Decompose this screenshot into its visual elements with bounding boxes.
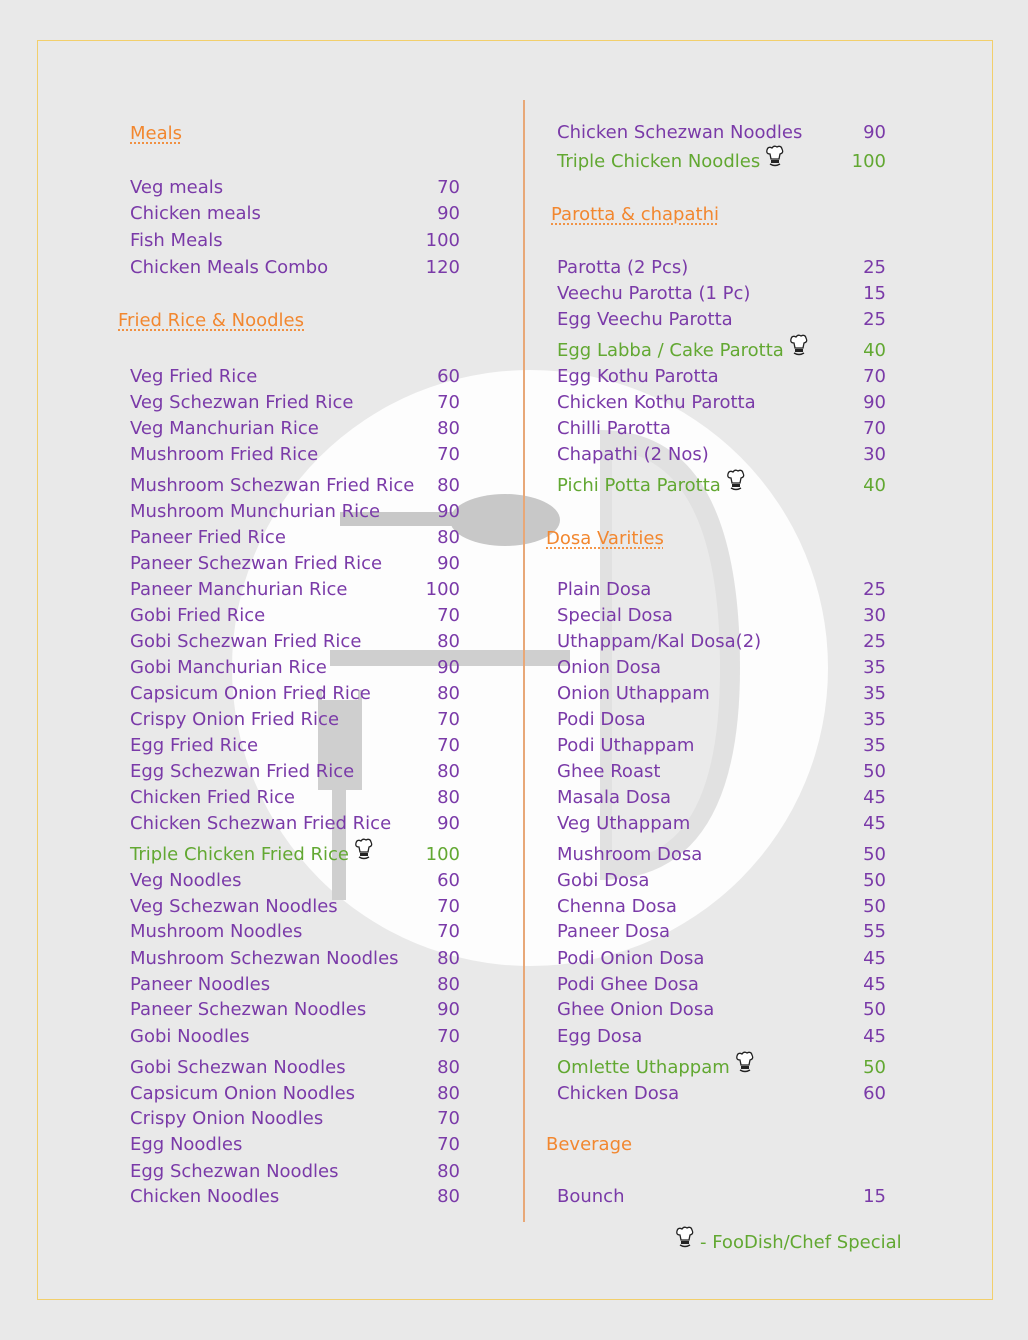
menu-item-price: 70 bbox=[863, 418, 886, 439]
menu-item-price: 80 bbox=[437, 1057, 460, 1078]
menu-item-label: Egg Veechu Parotta bbox=[557, 309, 733, 330]
menu-item-label: Podi Uthappam bbox=[557, 735, 695, 756]
chef-hat-icon bbox=[355, 838, 373, 860]
menu-item-name bbox=[130, 257, 328, 278]
menu-item-label: Special Dosa bbox=[557, 605, 673, 626]
section-heading: Meals bbox=[130, 123, 183, 144]
menu-item-label: Gobi Dosa bbox=[557, 870, 650, 891]
menu-item-name bbox=[557, 870, 649, 891]
menu-item-price: 80 bbox=[437, 1161, 460, 1182]
menu-item-price: 100 bbox=[425, 844, 460, 865]
menu-item-price: 25 bbox=[863, 257, 886, 278]
menu-item-name bbox=[130, 605, 265, 626]
menu-item-name bbox=[130, 787, 295, 808]
menu-item-price: 90 bbox=[437, 813, 460, 834]
menu-item-price: 100 bbox=[851, 151, 886, 172]
menu-item-label: Crispy Onion Fried Rice bbox=[130, 709, 340, 730]
menu-item-label: Paneer Dosa bbox=[557, 921, 671, 942]
menu-item-label: Paneer Manchurian Rice bbox=[130, 579, 348, 600]
menu-item-label: Bounch bbox=[557, 1186, 625, 1207]
menu-item-price: 70 bbox=[437, 605, 460, 626]
menu-item-label: Gobi Noodles bbox=[130, 1026, 250, 1047]
menu-item-label: Egg Kothu Parotta bbox=[557, 366, 719, 387]
menu-item-label: Chicken Noodles bbox=[130, 1186, 280, 1207]
menu-item-name bbox=[130, 579, 347, 600]
menu-item-name bbox=[557, 418, 671, 439]
menu-item-label: Mushroom Munchurian Rice bbox=[130, 501, 381, 522]
menu-item-price: 90 bbox=[437, 553, 460, 574]
menu-item-price: 80 bbox=[437, 683, 460, 704]
menu-item-label: Mushroom Schezwan Fried Rice bbox=[130, 475, 415, 496]
menu-item-name bbox=[557, 1186, 624, 1207]
legend-text: - FooDish/Chef Special bbox=[700, 1232, 902, 1253]
menu-item-price: 70 bbox=[437, 921, 460, 942]
menu-item-price: 45 bbox=[863, 1026, 886, 1047]
menu-item-name bbox=[557, 921, 670, 942]
menu-item-label: Capsicum Onion Noodles bbox=[130, 1083, 356, 1104]
menu-item-price: 60 bbox=[863, 1083, 886, 1104]
menu-item-name bbox=[130, 1026, 249, 1047]
menu-item-name bbox=[130, 948, 399, 969]
menu-item-price: 80 bbox=[437, 527, 460, 548]
menu-item-label: Podi Ghee Dosa bbox=[557, 974, 699, 995]
menu-item-label: Chapathi (2 Nos) bbox=[557, 444, 709, 465]
menu-item-price: 80 bbox=[437, 761, 460, 782]
section-heading: Parotta & chapathi bbox=[551, 204, 719, 225]
menu-item-price: 15 bbox=[863, 1186, 886, 1207]
menu-item-label: Ghee Roast bbox=[557, 761, 661, 782]
menu-item-label: Veg Fried Rice bbox=[130, 366, 258, 387]
menu-item-name bbox=[557, 605, 673, 626]
menu-item-price: 50 bbox=[863, 1057, 886, 1078]
menu-item-label: Egg Fried Rice bbox=[130, 735, 259, 756]
menu-item-price: 80 bbox=[437, 974, 460, 995]
menu-item-price: 70 bbox=[437, 709, 460, 730]
menu-item-price: 45 bbox=[863, 948, 886, 969]
menu-item-name bbox=[557, 151, 784, 172]
menu-item-price: 80 bbox=[437, 1083, 460, 1104]
menu-item-label: Podi Dosa bbox=[557, 709, 646, 730]
menu-item-name bbox=[130, 392, 353, 413]
menu-item-label: Paneer Schezwan Fried Rice bbox=[130, 553, 383, 574]
menu-item-label: Uthappam/Kal Dosa(2) bbox=[557, 631, 762, 652]
menu-item-price: 45 bbox=[863, 813, 886, 834]
menu-item-name bbox=[130, 870, 242, 891]
menu-item-price: 60 bbox=[437, 870, 460, 891]
menu-item-name bbox=[557, 340, 808, 361]
chef-special-legend bbox=[676, 1232, 902, 1253]
menu-item-name bbox=[130, 631, 361, 652]
menu-item-price: 90 bbox=[437, 501, 460, 522]
menu-item-name bbox=[130, 1134, 242, 1155]
menu-item-label: Parotta (2 Pcs) bbox=[557, 257, 689, 278]
menu-item-name bbox=[130, 813, 391, 834]
menu-item-name bbox=[557, 475, 745, 496]
menu-item-name bbox=[130, 683, 371, 704]
menu-item-price: 80 bbox=[437, 787, 460, 808]
menu-item-price: 70 bbox=[437, 444, 460, 465]
menu-item-name bbox=[557, 683, 710, 704]
menu-item-name bbox=[557, 1057, 754, 1078]
menu-item-price: 80 bbox=[437, 948, 460, 969]
menu-item-name bbox=[130, 366, 257, 387]
menu-item-label: Gobi Fried Rice bbox=[130, 605, 266, 626]
menu-item-price: 35 bbox=[863, 657, 886, 678]
menu-item-price: 90 bbox=[437, 999, 460, 1020]
menu-item-label: Gobi Schezwan Fried Rice bbox=[130, 631, 362, 652]
menu-item-price: 70 bbox=[863, 366, 886, 387]
menu-item-label: Onion Dosa bbox=[557, 657, 662, 678]
menu-item-name bbox=[130, 844, 373, 865]
menu-item-label: Veg Noodles bbox=[130, 870, 242, 891]
menu-item-label: Egg Labba / Cake Parotta bbox=[557, 340, 784, 361]
menu-item-name bbox=[557, 735, 694, 756]
menu-item-label: Chicken Schezwan Fried Rice bbox=[130, 813, 392, 834]
menu-item-label: Chicken Dosa bbox=[557, 1083, 680, 1104]
menu-item-label: Gobi Manchurian Rice bbox=[130, 657, 327, 678]
menu-item-label: Paneer Fried Rice bbox=[130, 527, 286, 548]
menu-item-label: Chicken meals bbox=[130, 203, 261, 224]
menu-item-label: Veechu Parotta (1 Pc) bbox=[557, 283, 751, 304]
menu-item-label: Chicken Kothu Parotta bbox=[557, 392, 756, 413]
menu-item-name bbox=[557, 974, 699, 995]
menu-item-label: Fish Meals bbox=[130, 230, 223, 251]
menu-item-name bbox=[130, 761, 354, 782]
menu-item-price: 70 bbox=[437, 896, 460, 917]
menu-item-price: 70 bbox=[437, 392, 460, 413]
menu-item-price: 70 bbox=[437, 1134, 460, 1155]
menu-item-name bbox=[557, 999, 714, 1020]
menu-item-price: 50 bbox=[863, 844, 886, 865]
menu-item-name bbox=[557, 579, 651, 600]
menu-item-label: Mushroom Fried Rice bbox=[130, 444, 319, 465]
menu-item-price: 25 bbox=[863, 631, 886, 652]
menu-item-label: Plain Dosa bbox=[557, 579, 652, 600]
menu-item-name bbox=[130, 896, 338, 917]
chef-hat-icon bbox=[790, 334, 808, 356]
menu-item-name bbox=[557, 948, 704, 969]
menu-item-label: Masala Dosa bbox=[557, 787, 672, 808]
menu-item-price: 30 bbox=[863, 444, 886, 465]
menu-item-price: 80 bbox=[437, 475, 460, 496]
menu-item-label: Egg Schezwan Noodles bbox=[130, 1161, 339, 1182]
menu-item-name bbox=[130, 501, 380, 522]
menu-item-label: Egg Schezwan Fried Rice bbox=[130, 761, 355, 782]
menu-item-name bbox=[557, 709, 646, 730]
menu-item-name bbox=[557, 787, 671, 808]
chef-hat-icon bbox=[727, 469, 745, 491]
menu-item-price: 90 bbox=[863, 122, 886, 143]
menu-item-label: Mushroom Dosa bbox=[557, 844, 703, 865]
menu-item-name bbox=[130, 475, 414, 496]
menu-item-name bbox=[130, 418, 319, 439]
menu-item-price: 45 bbox=[863, 787, 886, 808]
chef-hat-icon bbox=[766, 145, 784, 167]
menu-item-label: Onion Uthappam bbox=[557, 683, 710, 704]
menu-item-label: Triple Chicken Noodles bbox=[557, 151, 761, 172]
menu-item-label: Paneer Schezwan Noodles bbox=[130, 999, 367, 1020]
menu-item-name bbox=[557, 844, 702, 865]
menu-item-price: 70 bbox=[437, 177, 460, 198]
menu-item-price: 80 bbox=[437, 418, 460, 439]
menu-item-name bbox=[557, 257, 688, 278]
section-heading: Beverage bbox=[546, 1134, 633, 1155]
menu-item-label: Chicken Schezwan Noodles bbox=[557, 122, 803, 143]
menu-item-name bbox=[130, 1108, 323, 1129]
menu-item-name bbox=[130, 709, 339, 730]
menu-item-label: Ghee Onion Dosa bbox=[557, 999, 715, 1020]
menu-item-name bbox=[130, 1186, 279, 1207]
menu-item-name bbox=[557, 657, 661, 678]
menu-item-name bbox=[557, 631, 761, 652]
chef-hat-icon bbox=[736, 1051, 754, 1073]
menu-item-name bbox=[557, 366, 719, 387]
menu-item-price: 80 bbox=[437, 1186, 460, 1207]
section-heading: Dosa Varities bbox=[546, 528, 664, 549]
menu-item-price: 90 bbox=[437, 657, 460, 678]
menu-item-name bbox=[130, 657, 327, 678]
menu-item-label: Egg Noodles bbox=[130, 1134, 243, 1155]
menu-item-name bbox=[557, 283, 750, 304]
section-heading: Fried Rice & Noodles bbox=[118, 310, 304, 331]
menu-item-price: 35 bbox=[863, 683, 886, 704]
menu-item-label: Veg meals bbox=[130, 177, 224, 198]
menu-item-label: Pichi Potta Parotta bbox=[557, 475, 721, 496]
menu-item-price: 80 bbox=[437, 631, 460, 652]
menu-item-name bbox=[130, 1161, 338, 1182]
menu-item-price: 35 bbox=[863, 735, 886, 756]
column-divider bbox=[523, 100, 525, 1222]
menu-item-label: Veg Uthappam bbox=[557, 813, 691, 834]
menu-item-price: 30 bbox=[863, 605, 886, 626]
menu-item-label: Podi Onion Dosa bbox=[557, 948, 705, 969]
menu-item-price: 50 bbox=[863, 896, 886, 917]
menu-item-name bbox=[557, 1026, 642, 1047]
menu-item-price: 50 bbox=[863, 999, 886, 1020]
menu-item-name bbox=[130, 1083, 355, 1104]
menu-item-label: Chicken Fried Rice bbox=[130, 787, 296, 808]
menu-item-label: Capsicum Onion Fried Rice bbox=[130, 683, 371, 704]
menu-item-label: Omlette Uthappam bbox=[557, 1057, 730, 1078]
menu-item-name bbox=[130, 1057, 346, 1078]
menu-item-price: 100 bbox=[425, 230, 460, 251]
menu-item-price: 55 bbox=[863, 921, 886, 942]
menu-item-label: Triple Chicken Fried Rice bbox=[130, 844, 349, 865]
menu-item-label: Veg Schezwan Fried Rice bbox=[130, 392, 354, 413]
menu-item-name bbox=[130, 553, 382, 574]
menu-item-label: Chicken Meals Combo bbox=[130, 257, 329, 278]
menu-item-price: 40 bbox=[863, 475, 886, 496]
menu-item-name bbox=[557, 1083, 679, 1104]
menu-item-label: Mushroom Schezwan Noodles bbox=[130, 948, 399, 969]
menu-item-price: 25 bbox=[863, 309, 886, 330]
menu-item-price: 25 bbox=[863, 579, 886, 600]
menu-item-price: 60 bbox=[437, 366, 460, 387]
menu-item-label: Mushroom Noodles bbox=[130, 921, 303, 942]
menu-item-price: 70 bbox=[437, 1026, 460, 1047]
menu-item-name bbox=[557, 813, 690, 834]
menu-item-price: 15 bbox=[863, 283, 886, 304]
menu-item-label: Paneer Noodles bbox=[130, 974, 271, 995]
menu-item-price: 50 bbox=[863, 870, 886, 891]
menu-item-label: Veg Manchurian Rice bbox=[130, 418, 319, 439]
menu-item-price: 70 bbox=[437, 1108, 460, 1129]
chef-hat-icon bbox=[676, 1226, 694, 1248]
menu-item-price: 35 bbox=[863, 709, 886, 730]
menu-item-name bbox=[130, 921, 302, 942]
menu-item-name bbox=[130, 444, 318, 465]
menu-item-label: Chenna Dosa bbox=[557, 896, 677, 917]
menu-item-label: Egg Dosa bbox=[557, 1026, 643, 1047]
menu-item-name bbox=[130, 527, 286, 548]
menu-item-name bbox=[557, 122, 802, 143]
menu-item-price: 90 bbox=[437, 203, 460, 224]
menu-item-name bbox=[130, 974, 270, 995]
menu-item-price: 45 bbox=[863, 974, 886, 995]
menu-item-label: Gobi Schezwan Noodles bbox=[130, 1057, 346, 1078]
menu-item-price: 40 bbox=[863, 340, 886, 361]
menu-item-name bbox=[130, 230, 223, 251]
menu-item-name bbox=[557, 896, 677, 917]
menu-item-price: 70 bbox=[437, 735, 460, 756]
menu-item-name bbox=[557, 392, 756, 413]
menu-item-label: Veg Schezwan Noodles bbox=[130, 896, 338, 917]
menu-item-name bbox=[130, 735, 258, 756]
menu-item-price: 90 bbox=[863, 392, 886, 413]
menu-item-name bbox=[130, 203, 261, 224]
menu-item-label: Crispy Onion Noodles bbox=[130, 1108, 324, 1129]
menu-item-price: 120 bbox=[425, 257, 460, 278]
menu-item-price: 100 bbox=[425, 579, 460, 600]
menu-item-label: Chilli Parotta bbox=[557, 418, 671, 439]
menu-item-name bbox=[557, 309, 733, 330]
menu-item-name bbox=[557, 444, 709, 465]
menu-item-price: 50 bbox=[863, 761, 886, 782]
menu-item-name bbox=[130, 177, 223, 198]
menu-item-name bbox=[130, 999, 366, 1020]
menu-item-name bbox=[557, 761, 660, 782]
